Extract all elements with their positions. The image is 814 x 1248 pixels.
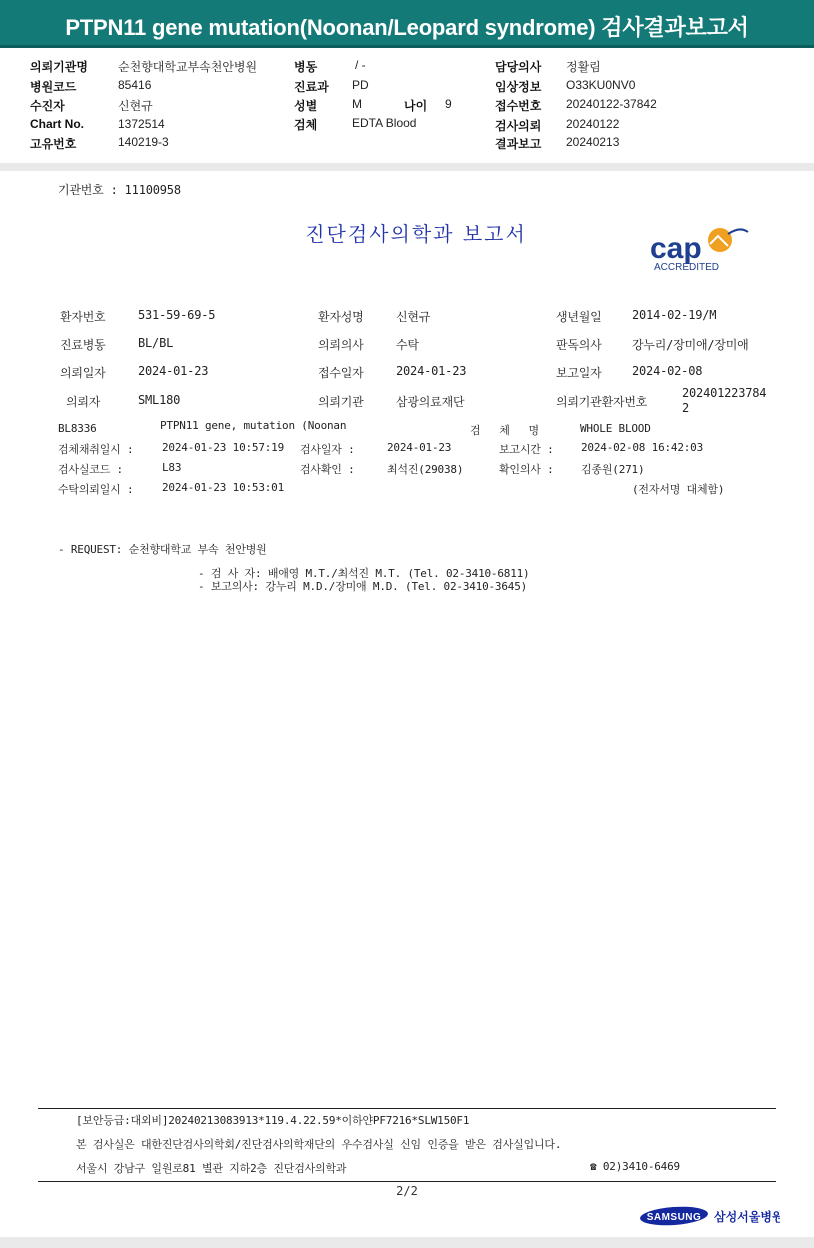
sex-label: 성별	[294, 99, 318, 113]
address-line: 서울시 강남구 일원로81 별관 지하2층 진단검사의학과	[76, 1162, 347, 1175]
clinical-value: O33KU0NV0	[566, 78, 636, 92]
hospital-label: 의뢰기관명	[30, 60, 88, 74]
title-bar	[0, 0, 814, 48]
req-institution-value: 삼광의료재단	[396, 395, 465, 409]
specimen-value: EDTA Blood	[352, 116, 417, 130]
ward-value: / -	[355, 58, 366, 72]
report-title: 진단검사의학과 보고서	[305, 222, 527, 246]
security-line: [보안등급:대외비]20240213083913*119.4.22.59*이하얀PF7216*SLW150F1	[76, 1114, 470, 1127]
receipt-value: 20240122-37842	[566, 97, 657, 111]
sex-value: M	[352, 97, 362, 111]
confirm-label: 검사확인 :	[300, 463, 355, 476]
test-name: PTPN11 gene, mutation (Noonan	[160, 419, 347, 432]
chart-value: 1372514	[118, 117, 165, 131]
ward-label: 병동	[294, 60, 318, 74]
unique-label: 고유번호	[30, 137, 77, 151]
request-value: 20240122	[566, 117, 620, 131]
phone-icon: ☎	[590, 1160, 597, 1173]
reporter-line: - 보고의사: 강누리 M.D./장미애 M.D. (Tel. 02-3410-3645)	[198, 580, 528, 593]
footer-bottom-rule	[38, 1181, 776, 1182]
footer-top-rule	[38, 1108, 776, 1109]
read-doctor-label: 판독의사	[556, 338, 602, 352]
confirmdoc-label: 확인의사 :	[499, 463, 554, 476]
birthdate-value: 2014-02-19/M	[632, 308, 717, 322]
req-date-value: 2024-01-23	[138, 364, 209, 378]
req-doctor-label: 의뢰의사	[318, 338, 364, 352]
hospital-value: 순천향대학교부속천안병원	[118, 60, 258, 74]
labcode-value: L83	[162, 461, 182, 474]
institution-number: 기관번호 : 11100958	[58, 183, 181, 197]
req-institution-label: 의뢰기관	[318, 395, 364, 409]
consign-value: 2024-01-23 10:53:01	[162, 481, 285, 494]
collect-label: 검체채취일시 :	[58, 443, 134, 456]
specimen-name-value: WHOLE BLOOD	[580, 422, 651, 435]
tester-line: - 검 사 자: 배애영 M.T./최석진 M.T. (Tel. 02-3410-6811)	[198, 567, 530, 580]
receipt-date-value: 2024-01-23	[396, 364, 467, 378]
req-date-label: 의뢰일자	[60, 366, 106, 380]
labcode-label: 검사실코드 :	[58, 463, 123, 476]
request-label: 검사의뢰	[495, 119, 542, 133]
birthdate-label: 생년월일	[556, 310, 602, 324]
unique-value: 140219-3	[118, 135, 169, 149]
specimen-name-label: 검 체 명	[470, 424, 546, 437]
requester-value: SML180	[138, 393, 181, 407]
cap-accredited-logo	[648, 224, 758, 274]
code-value: 85416	[118, 78, 152, 92]
confirmdoc-value: 김종원(271)	[581, 463, 645, 476]
hospital-name-text: 삼성서울병원	[714, 1210, 780, 1224]
patient-name-label: 환자성명	[318, 310, 364, 324]
ward-label-2: 진료병동	[60, 338, 106, 352]
phone-number: 02)3410-6469	[602, 1160, 680, 1173]
request-line: - REQUEST: 순천향대학교 부속 천안병원	[58, 543, 267, 556]
chart-label: Chart No.	[30, 117, 84, 131]
collect-value: 2024-01-23 10:57:19	[162, 441, 285, 454]
report-label: 결과보고	[495, 137, 542, 151]
report-title-bar-text: PTPN11 gene mutation(Noonan/Leopard syndrome) 검사결과보고서	[65, 15, 749, 40]
inst-patient-no-value-cont: 2	[682, 401, 690, 415]
cap-accredited-text: ACCREDITED	[654, 262, 720, 273]
receipt-label: 접수번호	[495, 99, 542, 113]
samsung-logo-text: SAMSUNG	[646, 1212, 702, 1223]
header-separator	[0, 163, 814, 171]
bl-code: BL8336	[58, 422, 97, 435]
phone-line	[590, 1160, 680, 1173]
page-number: 2/2	[396, 1184, 418, 1198]
patient-no-label: 환자번호	[60, 310, 106, 324]
consign-label: 수탁의뢰일시 :	[58, 483, 134, 496]
inst-patient-no-value: 202401223784	[682, 386, 767, 400]
doctor-label: 담당의사	[495, 60, 542, 74]
recipient-label: 수진자	[30, 99, 65, 113]
confirm-value: 최석진(29038)	[387, 463, 464, 476]
patient-name-value: 신현규	[396, 310, 431, 324]
report-date-label: 보고일자	[556, 366, 602, 380]
receipt-date-label: 접수일자	[318, 366, 364, 380]
specimen-label: 검체	[294, 118, 318, 132]
inst-patient-no-label: 의뢰기관환자번호	[556, 395, 648, 409]
report-value: 20240213	[566, 135, 620, 149]
recipient-value: 신현규	[118, 99, 153, 113]
bottom-bar	[0, 1237, 814, 1248]
esign-note: (전자서명 대체함)	[632, 483, 725, 496]
requester-label: 의뢰자	[66, 395, 101, 409]
code-label: 병원코드	[30, 80, 77, 94]
testdate-label: 검사일자 :	[300, 443, 355, 456]
reporttime-value: 2024-02-08 16:42:03	[581, 441, 704, 454]
req-doctor-value: 수탁	[396, 338, 419, 352]
age-label: 나이	[404, 99, 428, 113]
patient-no-value: 531-59-69-5	[138, 308, 216, 322]
doctor-value: 정활림	[566, 60, 601, 74]
dept-value: PD	[352, 78, 369, 92]
ward-value-2: BL/BL	[138, 336, 174, 350]
cert-line: 본 검사실은 대한진단검사의학회/진단검사의학재단의 우수검사실 신임 인증을 받은 검사실입니다.	[76, 1138, 562, 1151]
clinical-label: 임상정보	[495, 80, 542, 94]
cap-text: cap	[650, 232, 702, 265]
samsung-hospital-logo	[640, 1203, 780, 1233]
age-value: 9	[445, 97, 452, 111]
reporttime-label: 보고시간 :	[499, 443, 554, 456]
read-doctor-value: 강누리/장미애/장미애	[632, 338, 749, 352]
dept-label: 진료과	[294, 80, 329, 94]
testdate-value: 2024-01-23	[387, 441, 452, 454]
report-date-value: 2024-02-08	[632, 364, 703, 378]
